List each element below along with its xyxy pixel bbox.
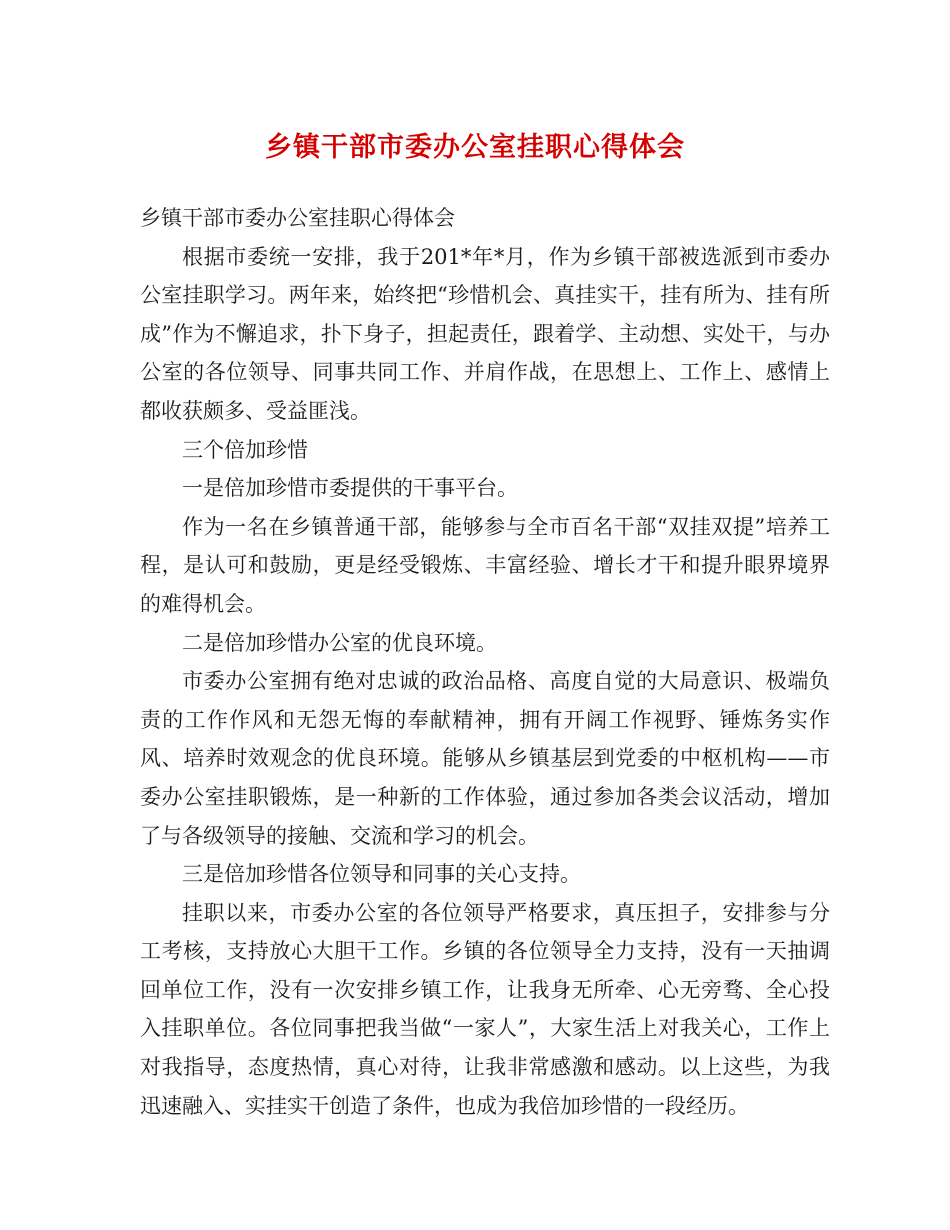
section-heading: 三个倍加珍惜 — [182, 437, 308, 462]
document-title: 乡镇干部市委办公室挂职心得体会 — [265, 132, 685, 163]
body-paragraph: 作为一名在乡镇普通干部，能够参与全市百名干部“双挂双提”培养工程，是认可和鼓励，更是经受锻炼、丰富经验、增长才干和提升眼界境界的难得机会。 — [140, 514, 830, 616]
body-paragraph: 根据市委统一安排，我于201*年*月，作为乡镇干部被选派到市委办公室挂职学习。两年来，始终把“珍惜机会、真挂实干，挂有所为、挂有所成”作为不懈追求，扑下身子，担起责任，跟着学、主动想、实处干，与办公室的各位领导、同事共同工作、并肩作战，在思想上、工作上、感情上都收获颇多、受益匪浅。 — [140, 244, 830, 423]
body-paragraph: 挂职以来，市委办公室的各位领导严格要求，真压担子，安排参与分工考核，支持放心大胆干工作。乡镇的各位领导全力支持，没有一天抽调回单位工作，没有一次安排乡镇工作，让我身无所牵、心无旁骛、全心投入挂职单位。各位同事把我当做“一家人”，大家生活上对我关心，工作上对我指导，态度热情，真心对待，让我非常感激和感动。以上这些，为我迅速融入、实挂实干创造了条件，也成为我倍加珍惜的一段经历。 — [140, 900, 830, 1118]
subsection-heading: 二是倍加珍惜办公室的优良环境。 — [182, 630, 497, 655]
body-paragraph: 乡镇干部市委办公室挂职心得体会 — [140, 206, 455, 230]
subsection-heading: 一是倍加珍惜市委提供的干事平台。 — [182, 476, 518, 501]
document-body — [140, 199, 830, 1125]
body-paragraph: 市委办公室拥有绝对忠诚的政治品格、高度自觉的大局意识、极端负责的工作作风和无怨无悔的奉献精神，拥有开阔工作视野、锤炼务实作风、培养时效观念的优良环境。能够从乡镇基层到党委的中枢机构——市委办公室挂职锻炼，是一种新的工作体验，通过参加各类会议活动，增加了与各级领导的接触、交流和学习的机会。 — [140, 669, 830, 848]
subsection-heading: 三是倍加珍惜各位领导和同事的关心支持。 — [182, 862, 581, 887]
